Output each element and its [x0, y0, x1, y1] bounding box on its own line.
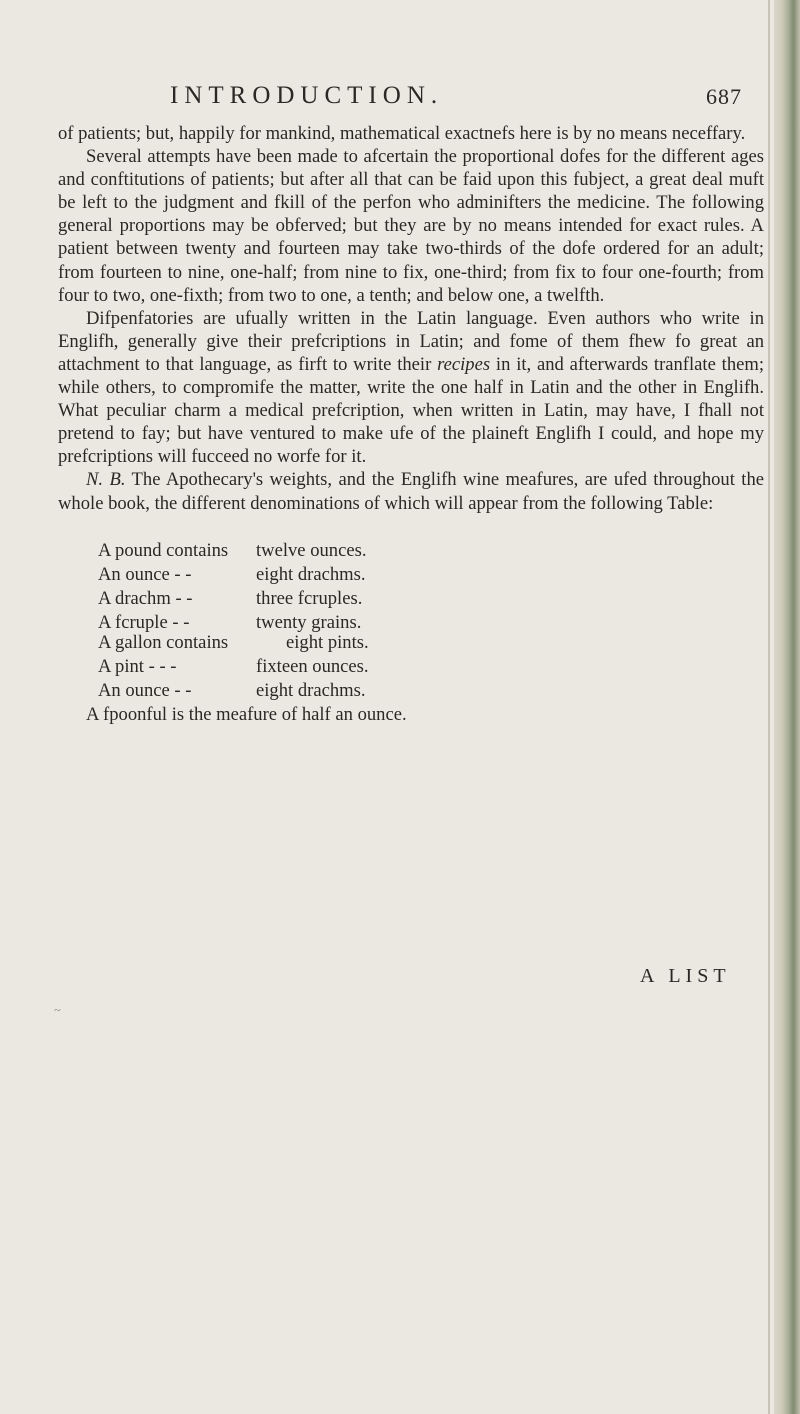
weight-unit: A drachm - - [98, 588, 193, 609]
paragraph-latin-part1: Difpenfatories are ufually written in the Latin language. Even authors who write in Englifh, generally give their prefcriptions in Latin; and fome of them fhew fo great an attachment to that language, as firft to write their [58, 307, 764, 375]
body-text [58, 122, 764, 515]
nb-text: The Apothecary's weights, and the Englifh wine meafures, are ufed throughout the whole book, the different denominations of which will appear from the following Table: [58, 469, 765, 514]
page-edge-shadow [768, 0, 770, 1414]
paragraph-latin [58, 307, 764, 469]
measure-equivalent: eight pints. [286, 632, 369, 653]
measure-equivalent: fixteen ounces. [256, 656, 369, 677]
weight-equivalent: eight drachms. [256, 564, 366, 585]
paragraph-continuation: of patients; but, happily for mankind, mathematical exactnefs here is by no means neceffary. [58, 123, 746, 144]
weight-equivalent: twenty grains. [256, 612, 362, 633]
weight-equivalent: twelve ounces. [256, 540, 367, 561]
nb-label: N. B. [86, 469, 126, 491]
page-header [0, 82, 800, 116]
measure-unit: An ounce - - [98, 680, 192, 701]
measure-equivalent: eight drachms. [256, 680, 366, 701]
weight-unit: A fcruple - - [98, 612, 190, 633]
page-smudge-mark: ~ [54, 1003, 61, 1017]
recipes-italic: recipes [437, 353, 491, 375]
weight-unit: An ounce - - [98, 564, 192, 585]
page-binding-edge [774, 0, 800, 1414]
running-head: INTRODUCTION. [170, 82, 444, 109]
catchword: A LIST [640, 965, 731, 987]
paragraph-latin-part2: in it, and afterwards tranflate them; while others, to compromife the matter, write the one half in Latin and the other in Englifh. What peculiar charm a medical prefcription, when written in Latin, may have, I fhall not pretend to fay; but have ventured to make ufe of the plaineft Englifh I could, and hope my prefcriptions will fucceed no worfe for it. [58, 353, 764, 468]
weight-unit: A pound contains [98, 540, 229, 561]
paragraph-nb [58, 468, 764, 514]
spoonful-note: A fpoonful is the meafure of half an ounce. [86, 704, 407, 725]
page-number: 687 [706, 84, 742, 109]
measure-unit: A pint - - - [98, 656, 177, 677]
weight-equivalent: three fcruples. [256, 588, 363, 609]
measure-unit: A gallon contains [98, 632, 229, 653]
paragraph-doses: Several attempts have been made to afcertain the proportional dofes for the different ages and conftitutions of patients; but after all that can be faid upon this fubject, a great deal muft be left to the judgment and fkill of the perfon who adminifters the medicine. The following general proportions may be obferved; but they are by no means intended for exact rules. A patient between twenty and fourteen may take two-thirds of the dofe ordered for an adult; from fourteen to nine, one-half; from nine to fix, one-third; from fix to four one-fourth; from four to two, one-fixth; from two to one, a tenth; and below one, a twelfth. [58, 146, 764, 306]
